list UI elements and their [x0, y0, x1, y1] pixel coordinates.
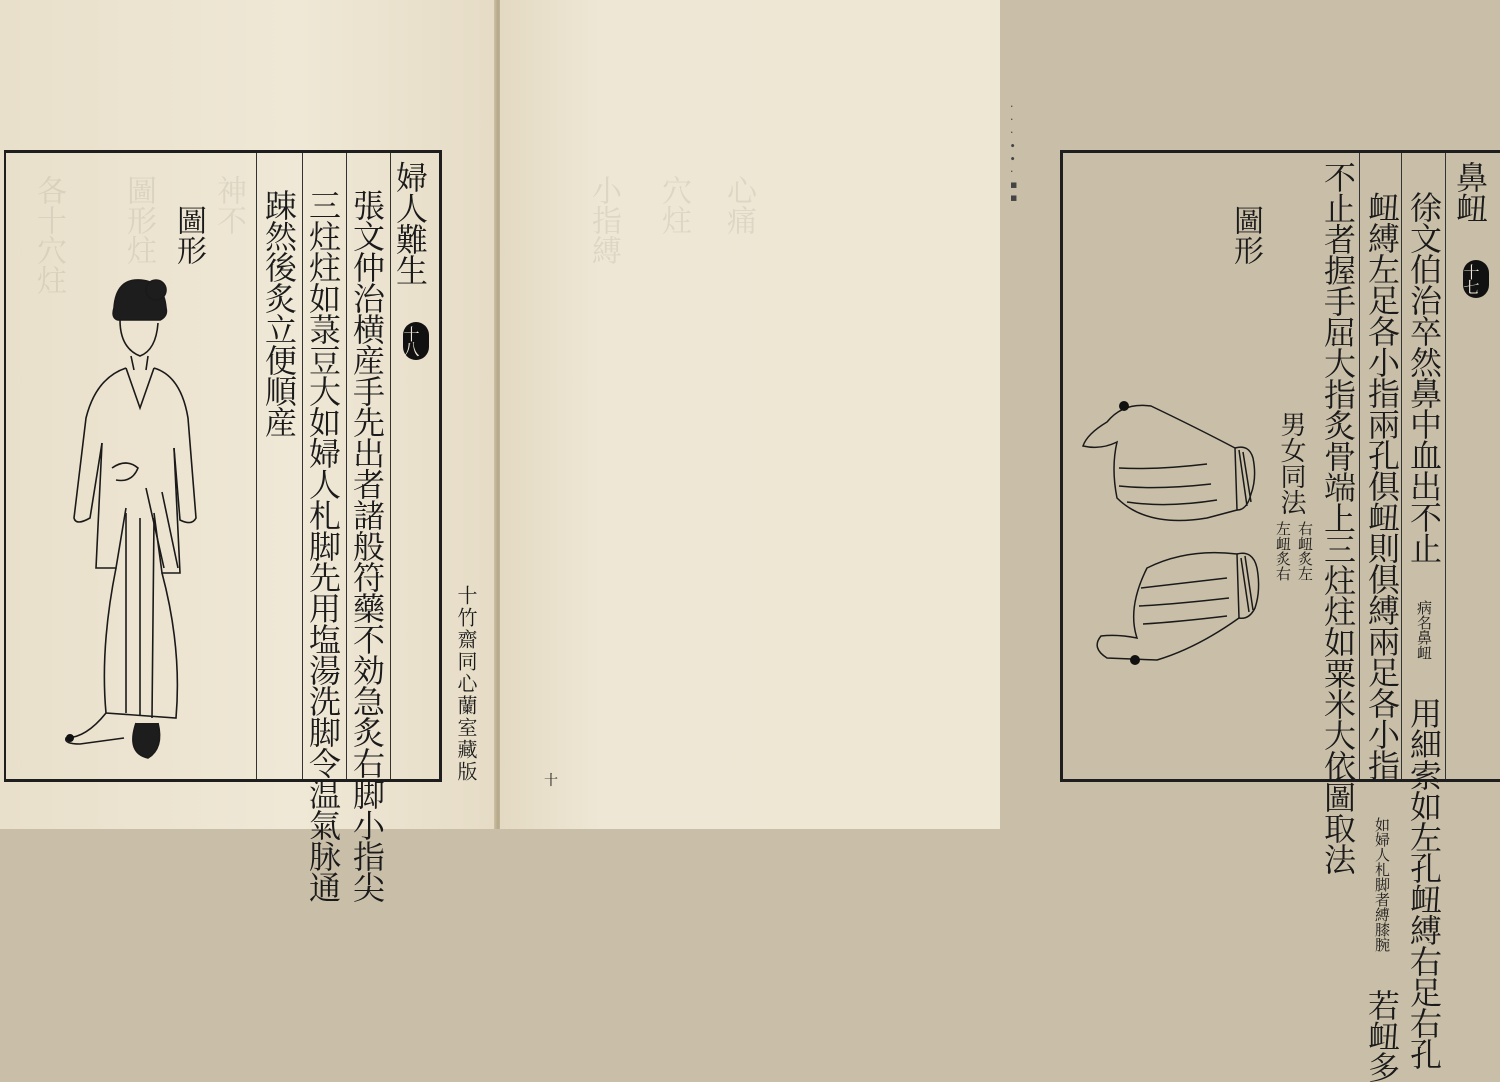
bleed-through-text: 圖形炷 [121, 175, 156, 265]
woman-figure-illustration [56, 268, 216, 768]
top-margin-marks: · · · ∙ ∙ · ▪ ▪ [1010, 100, 1021, 204]
bleed-through-text: 各十穴炷 [31, 175, 66, 295]
left-column-2: 三炷炷如菉豆大如婦人札脚先用塩湯洗脚令温氣脉通 [304, 189, 342, 902]
left-figure-label: 圖形 [171, 205, 206, 265]
right-figure-label: 圖形 [1228, 205, 1263, 265]
bleed-through-text: 小指縛 [586, 175, 621, 265]
left-column-1: 張文仲治横産手先出者諸般符藥不効急炙右脚小指尖 [348, 189, 386, 902]
hands-illustration [1077, 398, 1267, 688]
right-col1-note: 病名 [1415, 600, 1433, 630]
left-column-3: 踈然後炙立便順産 [260, 189, 298, 437]
bleed-through-text: 心痛 [721, 175, 756, 235]
right-column-1: 徐文伯治卒然鼻中血出不止 病名 鼻衄 用細索如左孔衄縛右足右孔 [1405, 191, 1443, 1069]
left-text-frame [4, 150, 442, 902]
right-text-frame [1060, 150, 1500, 1082]
right-col1-note2: 鼻衄 [1415, 630, 1433, 660]
right-col2-note: 如婦人札脚 [1373, 817, 1391, 892]
right-column-3: 不止者握手屈大指炙骨端上三炷炷如粟米大依圖取法 [1319, 161, 1357, 874]
caption-note-a: 右衄炙左 [1296, 521, 1314, 581]
right-section-number-badge: 十七 [1463, 260, 1489, 298]
left-page [0, 0, 496, 902]
publisher-imprint: 十竹齋同心蘭室藏版 [454, 585, 478, 783]
left-section-title: 婦人難生 十八 [391, 161, 429, 360]
bleed-through-text: 穴炷 [656, 175, 691, 235]
right-col2-note2: 者縛膝腕 [1373, 892, 1391, 952]
bleed-through-text: 神不 [211, 175, 246, 235]
right-section-title: 鼻衄 十七 [1451, 161, 1489, 298]
caption-note-b: 左衄炙右 [1274, 521, 1292, 581]
right-page [500, 0, 1489, 1082]
figure-caption: 男女同法 [1276, 411, 1306, 515]
left-section-number-badge: 十八 [403, 322, 429, 360]
page-mark: 十 [544, 773, 558, 789]
figure-caption-notes [1275, 521, 1313, 581]
right-column-2: 衄縛左足各小指兩孔俱衄則俱縛兩足各小指 如婦人札脚 者縛膝腕 若衄多 [1363, 191, 1401, 1082]
